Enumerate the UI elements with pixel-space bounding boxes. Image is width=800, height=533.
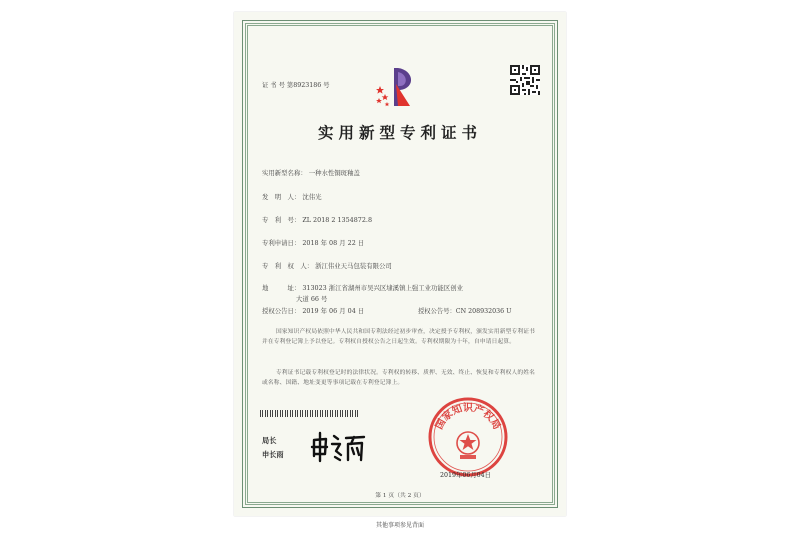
qr-code-icon	[510, 65, 540, 95]
certificate-number: 证 书 号 第8923186 号	[262, 82, 330, 89]
address-continuation: 大道 66 号	[296, 295, 328, 303]
field-inventor	[262, 192, 322, 201]
barcode-icon	[260, 410, 360, 417]
page-indicator: 第 1 页（共 2 页）	[375, 493, 425, 499]
field-label: 发 明 人：	[262, 193, 301, 201]
field-label: 专利申请日：	[262, 239, 301, 247]
official-seal-icon	[426, 395, 510, 479]
director-title: 局长	[262, 436, 277, 445]
field-value: 313023 浙江省湖州市吴兴区埭溪镇上强工业功能区创业	[302, 284, 463, 292]
field-address	[262, 283, 463, 292]
field-utility-model-name	[262, 168, 360, 177]
field-value: ZL 2018 2 1354872.8	[302, 216, 373, 224]
field-label: 专 利 号：	[262, 216, 301, 224]
signature-icon	[310, 430, 366, 464]
footer-note: 其他事项参见背面	[375, 522, 424, 529]
seal-date: 2019年06月04日	[440, 472, 491, 479]
svg-text:国家知识产权局	[432, 401, 504, 431]
field-application-date	[262, 238, 364, 247]
field-value: 2018 年 08 月 22 日	[302, 239, 365, 247]
field-label: 授权公告日：	[262, 307, 301, 315]
director-name: 申长雨	[262, 450, 284, 459]
announcement-number: 授权公告号：CN 208932036 U	[418, 308, 512, 315]
field-patentee	[262, 261, 392, 270]
field-grant-date	[262, 306, 364, 315]
field-value: 沈伟光	[302, 193, 322, 201]
field-value: 浙江伟业天马包装有限公司	[315, 262, 392, 270]
field-label: 实用新型名称：	[262, 169, 307, 177]
patent-certificate	[234, 12, 566, 529]
field-patent-number	[262, 215, 372, 224]
field-label: 地 址：	[262, 284, 301, 292]
field-label: 专 利 权 人：	[262, 262, 314, 270]
field-value: 一种水性铜斑釉盖	[308, 169, 360, 177]
patent-office-logo-icon	[374, 64, 418, 110]
certificate-title: 实用新型专利证书	[317, 123, 482, 142]
seal-text: 国家知识产权局	[433, 403, 503, 432]
paragraph-legal-status: 专利证书记载专利权登记时的法律状况。专利权的转移、质押、无效、终止、恢复和专利权人的姓名或名称、国籍、地址变更等事项记载在专利登记簿上。	[262, 370, 536, 387]
field-value: 2019 年 06 月 04 日	[302, 307, 365, 315]
paragraph-grant-statement: 国家知识产权局依照中华人民共和国专利法经过初步审查，决定授予专利权，颁发实用新型专利证书并在专利登记簿上予以登记。专利权自授权公告之日起生效。专利权期限为十年，自申请日起算。	[262, 329, 536, 346]
